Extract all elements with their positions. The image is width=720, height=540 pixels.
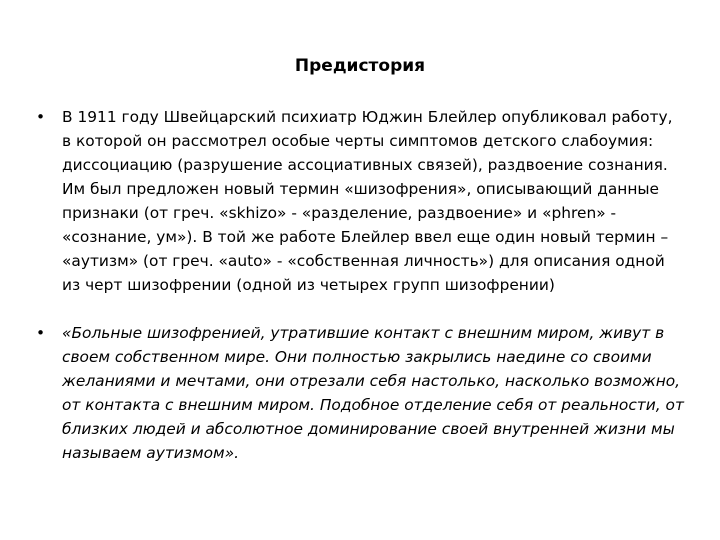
bullet-item-quote <box>36 321 684 465</box>
bullet-list <box>36 105 684 465</box>
bullet-text-quote: «Больные шизофренией, утратившие контакт с внешним миром, живут в своем собственном мире. Они полностью закрылись наедине со своими желаниями и мечтами, они отрезали себя настолько, насколько возможно, от контакта с внешним миром. Подобное отделение себя от реальности, от близких людей и абсолютное доминирование своей внутренней жизни мы называем аутизмом». <box>62 324 684 462</box>
bullet-marker: • <box>36 108 46 126</box>
bullet-item-history <box>36 105 684 297</box>
bullet-text-history: В 1911 году Швейцарский психиатр Юджин Блейлер опубликовал работу, в которой он рассмотрел особые черты симптомов детского слабоумия: диссоциацию (разрушение ассоциативных связей), раздвоение сознания. Им был предложен новый термин «шизофрения», описывающий данные признаки (от греч. «skhizo» - «разделение, раздвоение» и «phren» - «сознание, ум»). В той же работе Блейлер ввел еще один новый термин – «аутизм» (от греч. «auto» - «собственная личность») для описания одной из черт шизофрении (одной из четырех групп шизофрении) <box>62 108 673 294</box>
bullet-marker: • <box>36 324 46 342</box>
slide-title: Предистория <box>294 56 426 76</box>
